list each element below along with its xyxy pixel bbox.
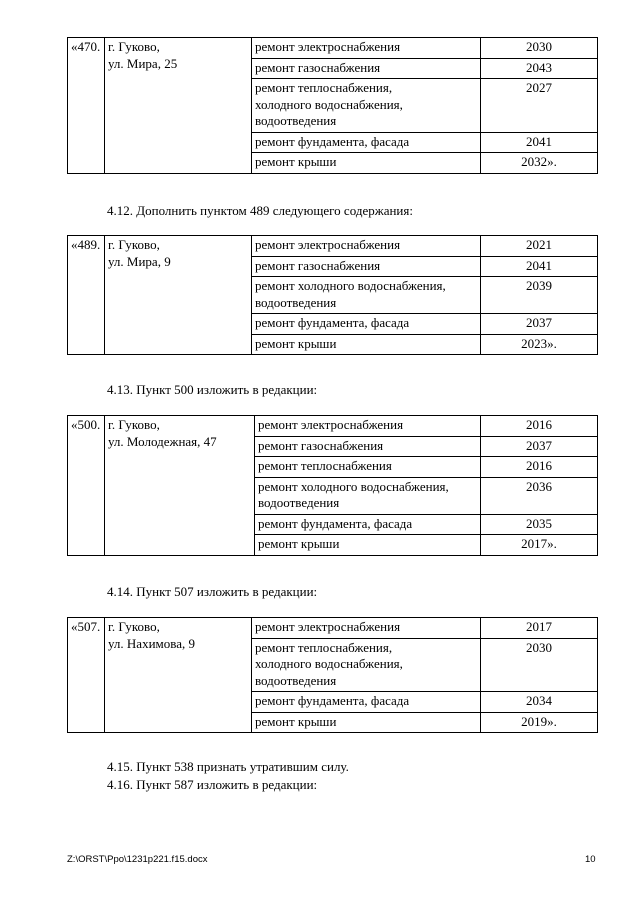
year-cell: 2030: [481, 38, 598, 59]
address-line: г. Гуково,: [108, 417, 160, 432]
year-cell: 2041: [481, 132, 598, 153]
work-type-cell: [255, 535, 481, 556]
paragraph-4-13: 4.13. Пункт 500 изложить в редакции:: [107, 382, 318, 397]
work-type-line: ремонт электроснабжения: [258, 417, 404, 432]
work-type-line: водоотведения: [255, 672, 337, 688]
table-row: [68, 38, 598, 59]
year-cell: 2037: [481, 314, 598, 335]
work-type-cell: [252, 334, 481, 355]
table-470: [67, 37, 598, 174]
work-type-line: холодного водоснабжения,: [255, 96, 403, 112]
work-type-cell: [252, 58, 481, 79]
year-cell: 2037: [481, 436, 598, 457]
year-cell: 2027: [481, 79, 598, 133]
work-type-cell: [252, 638, 481, 692]
work-type-cell: [255, 514, 481, 535]
table-500: [67, 415, 598, 556]
address-cell: [105, 416, 255, 556]
table-row: [68, 236, 598, 257]
work-type-line: ремонт фундамента, фасада: [258, 515, 413, 531]
work-type-cell: [255, 436, 481, 457]
year-cell: 2021: [481, 236, 598, 257]
work-type-line: ремонт электроснабжения: [255, 237, 401, 252]
work-type-line: ремонт электроснабжения: [255, 39, 401, 54]
year-cell: 2023».: [481, 334, 598, 355]
paragraph-4-14: 4.14. Пункт 507 изложить в редакции:: [107, 584, 318, 599]
work-type-cell: [252, 132, 481, 153]
year-cell: 2017».: [481, 535, 598, 556]
year-cell: 2035: [481, 514, 598, 535]
work-type-line: ремонт фундамента, фасада: [255, 693, 410, 708]
address-cell: [105, 236, 252, 355]
work-type-cell: [255, 416, 481, 437]
work-type-line: ремонт холодного водоснабжения,: [258, 478, 449, 494]
paragraph-4-15: 4.15. Пункт 538 признать утратившим силу.: [107, 759, 349, 774]
work-type-cell: [255, 457, 481, 478]
work-type-cell: [252, 712, 481, 733]
item-number: «470.: [68, 38, 105, 174]
work-type-cell: [252, 314, 481, 335]
work-type-cell: [252, 256, 481, 277]
address-line: г. Гуково,: [108, 39, 160, 54]
work-type-line: ремонт холодного водоснабжения,: [255, 278, 446, 293]
work-type-line: ремонт крыши: [258, 536, 340, 551]
work-type-line: ремонт газоснабжения: [255, 257, 381, 273]
address-line: г. Гуково,: [108, 237, 160, 252]
table-row: [68, 618, 598, 639]
work-type-line: ремонт крыши: [255, 154, 337, 169]
year-cell: 2032».: [481, 153, 598, 174]
work-type-line: ремонт газоснабжения: [255, 59, 381, 75]
year-cell: 2016: [481, 457, 598, 478]
work-type-line: холодного водоснабжения,: [255, 656, 403, 671]
work-type-line: водоотведения: [255, 113, 337, 128]
address-line: г. Гуково,: [108, 619, 160, 634]
work-type-cell: [255, 477, 481, 514]
table-489: [67, 235, 598, 355]
year-cell: 2016: [481, 416, 598, 437]
work-type-cell: [252, 153, 481, 174]
work-type-line: ремонт теплоснабжения,: [255, 639, 393, 655]
work-type-line: ремонт газоснабжения: [258, 437, 384, 453]
work-type-cell: [252, 79, 481, 133]
paragraph-4-12: 4.12. Дополнить пунктом 489 следующего содержания:: [107, 203, 413, 218]
work-type-line: ремонт теплоснабжения: [258, 458, 392, 473]
work-type-cell: [252, 38, 481, 59]
year-cell: 2041: [481, 256, 598, 277]
work-type-line: водоотведения: [255, 294, 337, 310]
year-cell: 2036: [481, 477, 598, 514]
year-cell: 2034: [481, 692, 598, 713]
paragraph-4-16: 4.16. Пункт 587 изложить в редакции:: [107, 777, 318, 792]
address-line: ул. Нахимова, 9: [108, 635, 195, 651]
work-type-line: водоотведения: [258, 495, 340, 510]
year-cell: 2039: [481, 277, 598, 314]
work-type-line: ремонт фундамента, фасада: [255, 315, 410, 330]
table-row: [68, 416, 598, 437]
year-cell: 2030: [481, 638, 598, 692]
footer-file-path: Z:\ORST\Ppo\1231p221.f15.docx: [67, 854, 208, 865]
item-number: «489.: [68, 236, 105, 355]
work-type-cell: [252, 692, 481, 713]
work-type-cell: [252, 277, 481, 314]
address-line: ул. Мира, 9: [108, 253, 171, 269]
work-type-line: ремонт крыши: [255, 335, 337, 351]
item-number: «500.: [68, 416, 105, 556]
work-type-line: ремонт крыши: [255, 713, 337, 729]
work-type-line: ремонт электроснабжения: [255, 619, 401, 634]
footer-page-number: 10: [585, 854, 596, 865]
work-type-cell: [252, 618, 481, 639]
work-type-line: ремонт фундамента, фасада: [255, 133, 410, 149]
address-line: ул. Молодежная, 47: [108, 433, 217, 449]
year-cell: 2043: [481, 58, 598, 79]
work-type-line: ремонт теплоснабжения,: [255, 80, 393, 95]
work-type-cell: [252, 236, 481, 257]
address-cell: [105, 38, 252, 174]
table-507: [67, 617, 598, 733]
year-cell: 2019».: [481, 712, 598, 733]
item-number: «507.: [68, 618, 105, 733]
year-cell: 2017: [481, 618, 598, 639]
address-cell: [105, 618, 252, 733]
address-line: ул. Мира, 25: [108, 55, 178, 71]
